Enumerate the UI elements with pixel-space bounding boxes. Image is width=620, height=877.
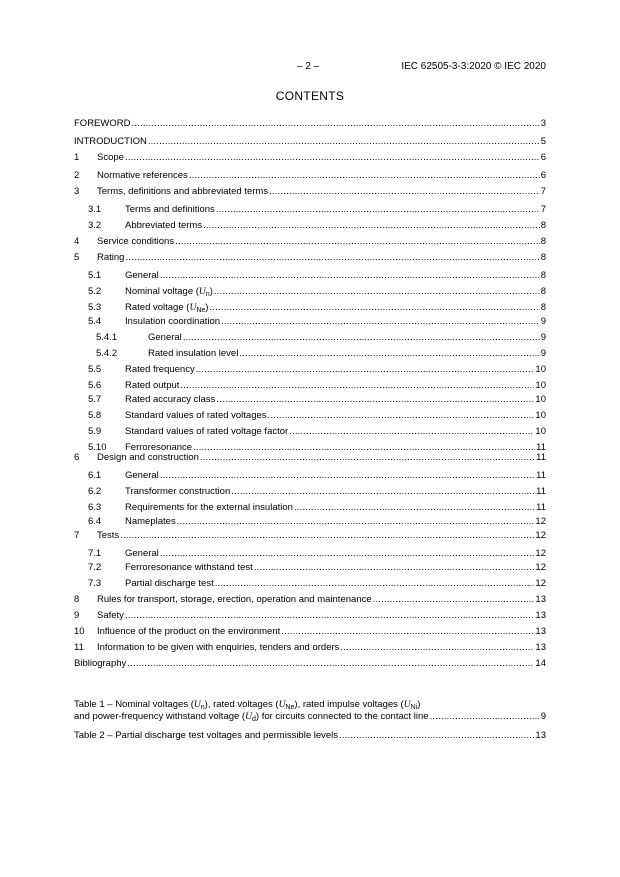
toc-entry[interactable] xyxy=(74,300,546,314)
toc-entry[interactable] xyxy=(74,234,546,248)
toc-entry-page: 11 xyxy=(536,470,546,481)
leader-dots xyxy=(209,302,539,314)
toc-entry-number: 4 xyxy=(74,236,80,247)
leader-dots xyxy=(340,642,534,654)
leader-dots xyxy=(183,332,540,344)
toc-entry[interactable] xyxy=(74,184,546,198)
toc-entry-number: 6.4 xyxy=(88,516,102,527)
toc-entry-page: 9 xyxy=(540,316,546,327)
toc-entry-page: 10 xyxy=(535,364,546,375)
toc-entry-page: 11 xyxy=(536,486,546,497)
leader-dots xyxy=(216,204,540,216)
leader-dots xyxy=(269,186,540,198)
leader-dots xyxy=(120,530,534,542)
toc-entry[interactable] xyxy=(74,450,546,464)
toc-entry[interactable] xyxy=(74,362,546,376)
toc-entry-number: 6.3 xyxy=(88,502,102,513)
toc-entry[interactable] xyxy=(74,656,546,670)
leader-dots xyxy=(160,548,535,560)
toc-entry-page: 8 xyxy=(540,236,546,247)
toc-entry[interactable] xyxy=(74,608,546,622)
toc-entry-page: 11 xyxy=(536,502,546,513)
toc-entry-page: 7 xyxy=(540,204,546,215)
toc-entry-page: 12 xyxy=(535,530,546,541)
toc-entry-number: 10 xyxy=(74,626,85,637)
leader-dots xyxy=(125,252,539,264)
toc-entry-title: Requirements for the external insulation xyxy=(125,502,293,513)
toc-entry-number: 6.1 xyxy=(88,470,102,481)
toc-entry-title: Nameplates xyxy=(125,516,176,527)
toc-entry-title: Nominal voltage $(U_n)$ xyxy=(125,286,213,298)
toc-entry[interactable] xyxy=(74,378,546,392)
toc-entry-title: Normative references xyxy=(97,170,188,181)
toc-entry-page: 12 xyxy=(535,562,546,573)
toc-entry-page: 7 xyxy=(540,186,546,197)
toc-entry-page: 13 xyxy=(535,610,546,621)
toc-entry-title: Rated output xyxy=(125,380,180,391)
toc-entry-title: Insulation coordination xyxy=(125,316,221,327)
toc-entry-page: 5 xyxy=(540,136,546,147)
page-number: – 2 – xyxy=(297,61,320,72)
toc-entry-page: 12 xyxy=(535,578,546,589)
toc-entry-number: 5.6 xyxy=(88,380,102,391)
toc-entry-number: 5 xyxy=(74,252,80,263)
toc-entry[interactable] xyxy=(74,528,546,542)
toc-entry-page: 9 xyxy=(540,332,546,343)
toc-entry-title: Ferroresonance xyxy=(125,442,193,453)
toc-entry-number: 5.1 xyxy=(88,270,102,281)
toc-entry[interactable] xyxy=(74,134,546,148)
toc-entry-page: 8 xyxy=(540,270,546,281)
leader-dots xyxy=(215,578,535,590)
toc-entry[interactable] xyxy=(74,408,546,422)
toc-entry-page: 10 xyxy=(535,426,546,437)
leader-dots xyxy=(175,236,540,248)
toc-entry-page: 6 xyxy=(540,170,546,181)
toc-entry-title: Rated insulation level xyxy=(148,348,239,359)
toc-entry[interactable] xyxy=(74,624,546,638)
toc-entry[interactable] xyxy=(74,468,546,482)
toc-entry[interactable] xyxy=(74,424,546,438)
toc-entry-page: 14 xyxy=(535,658,546,669)
toc-entry[interactable] xyxy=(74,640,546,654)
toc-entry-number: 5.7 xyxy=(88,394,102,405)
toc-entry-title: Standard values of rated voltage factor xyxy=(125,426,289,437)
toc-entry-page: 10 xyxy=(535,394,546,405)
toc-entry-title: Rated voltage $(U_{Ne})$ xyxy=(125,302,209,314)
toc-entry-title: Terms, definitions and abbreviated terms xyxy=(97,186,269,197)
toc-entry[interactable] xyxy=(74,250,546,264)
toc-entry-title: Safety xyxy=(97,610,124,621)
table-2-entry[interactable]: Table 2 – Partial discharge test voltages and permissible levels ..... 13 xyxy=(74,728,546,742)
toc-entry-title: Bibliography xyxy=(74,658,127,669)
toc-entry-title: Information to be given with enquiries, tenders and orders xyxy=(97,642,340,653)
leader-dots xyxy=(127,658,534,670)
toc-entry[interactable] xyxy=(74,314,546,328)
toc-entry[interactable] xyxy=(74,484,546,498)
toc-entry[interactable] xyxy=(74,514,546,528)
toc-entry-number: 5.4 xyxy=(88,316,102,327)
toc-entry-number: 7 xyxy=(74,530,80,541)
toc-entry-title: Rated accuracy class xyxy=(125,394,216,405)
toc-entry-page: 8 xyxy=(540,302,546,313)
toc-entry-number: 5.4.1 xyxy=(96,332,118,343)
toc-entry-number: 7.1 xyxy=(88,548,102,559)
leader-dots xyxy=(203,220,540,232)
toc-entry-page: 10 xyxy=(535,380,546,391)
toc-entry-number: 5.4.2 xyxy=(96,348,118,359)
toc-entry[interactable] xyxy=(74,202,546,216)
toc-entry[interactable] xyxy=(74,592,546,606)
table-1-entry-line-2[interactable]: and power-frequency withstand voltage $(U_d)$ for circuits connected to the contact line ..... 9 xyxy=(74,709,546,723)
toc-entry-title: Standard values of rated voltages xyxy=(125,410,267,421)
leader-dots xyxy=(125,152,540,164)
leader-dots xyxy=(373,594,535,606)
leader-dots xyxy=(160,470,535,482)
leader-dots xyxy=(196,364,535,376)
toc-entry-number: 3.2 xyxy=(88,220,102,231)
toc-entry[interactable] xyxy=(74,560,546,574)
leader-dots xyxy=(294,502,535,514)
leader-dots xyxy=(339,730,534,742)
toc-entry-title: General xyxy=(148,332,182,343)
toc-entry[interactable] xyxy=(74,392,546,406)
table-1-entry-line-1[interactable]: Table 1 – Nominal voltages $(U_n)$, rated voltages $(U_{Ne})$, rated impulse voltages $(U_{Ni})$ xyxy=(74,699,421,711)
toc-entry-number: 3.1 xyxy=(88,204,102,215)
toc-entry-page: 9 xyxy=(540,348,546,359)
toc-entry-title: Transformer construction xyxy=(125,486,231,497)
leader-dots xyxy=(214,286,540,298)
toc-entry-title: FOREWORD xyxy=(74,118,131,129)
toc-entry-page: 13 xyxy=(535,642,546,653)
leader-dots xyxy=(430,711,540,723)
leader-dots xyxy=(180,380,534,392)
toc-entry-page: 3 xyxy=(540,118,546,129)
toc-entry-title: Ferroresonance withstand test xyxy=(125,562,253,573)
toc-entry-number: 7.3 xyxy=(88,578,102,589)
toc-entry-title: Partial discharge test xyxy=(125,578,214,589)
toc-entry-page: 13 xyxy=(535,594,546,605)
toc-entry-number: 1 xyxy=(74,152,80,163)
leader-dots xyxy=(281,626,534,638)
toc-entry-number: 8 xyxy=(74,594,80,605)
toc-entry-page: 8 xyxy=(540,252,546,263)
leader-dots xyxy=(131,118,539,130)
toc-entry-page: 12 xyxy=(535,516,546,527)
toc-entry-title: Rated frequency xyxy=(125,364,195,375)
toc-entry-page: 11 xyxy=(536,442,546,453)
toc-entry-title: Rules for transport, storage, erection, operation and maintenance xyxy=(97,594,372,605)
toc-entry-title: General xyxy=(125,548,159,559)
toc-entry-title: Influence of the product on the environment xyxy=(97,626,281,637)
toc-entry-number: 3 xyxy=(74,186,80,197)
leader-dots xyxy=(239,348,539,360)
toc-entry-title: Terms and definitions xyxy=(125,204,215,215)
toc-entry[interactable] xyxy=(74,546,546,560)
leader-dots xyxy=(160,270,540,282)
table-2-page: 13 xyxy=(535,730,546,741)
toc-entry-number: 7.2 xyxy=(88,562,102,573)
toc-entry-page: 13 xyxy=(535,626,546,637)
toc-entry-title: Scope xyxy=(97,152,124,163)
leader-dots xyxy=(177,516,535,528)
toc-entry-page: 12 xyxy=(535,548,546,559)
toc-entry[interactable] xyxy=(74,284,546,298)
toc-entry-number: 5.5 xyxy=(88,364,102,375)
toc-entry[interactable] xyxy=(74,116,546,130)
toc-entry-title: Rating xyxy=(97,252,125,263)
toc-entry[interactable] xyxy=(74,268,546,282)
toc-entry-number: 5.3 xyxy=(88,302,102,313)
toc-entry-title: Abbreviated terms xyxy=(125,220,203,231)
toc-entry-page: 11 xyxy=(536,452,546,463)
table-1-page: 9 xyxy=(540,711,546,722)
toc-entry[interactable] xyxy=(74,576,546,590)
leader-dots xyxy=(125,610,534,622)
page-title: CONTENTS xyxy=(275,89,345,103)
leader-dots xyxy=(189,170,540,182)
toc-entry[interactable] xyxy=(74,218,546,232)
toc-entry-page: 10 xyxy=(535,410,546,421)
toc-entry-number: 2 xyxy=(74,170,80,181)
toc-entry-number: 5.8 xyxy=(88,410,102,421)
toc-entry-number: 5.9 xyxy=(88,426,102,437)
toc-entry-title: Service conditions xyxy=(97,236,175,247)
leader-dots xyxy=(231,486,535,498)
toc-entry-page: 8 xyxy=(540,286,546,297)
toc-entry-title: General xyxy=(125,470,159,481)
toc-entry-number: 11 xyxy=(74,642,84,653)
leader-dots xyxy=(254,562,535,574)
toc-entry-number: 9 xyxy=(74,610,80,621)
toc-entry-page: 6 xyxy=(540,152,546,163)
toc-entry-title: INTRODUCTION xyxy=(74,136,147,147)
leader-dots xyxy=(216,394,534,406)
leader-dots xyxy=(268,410,535,422)
toc-entry-number: 5.2 xyxy=(88,286,102,297)
toc-entry-title: General xyxy=(125,270,159,281)
toc-entry[interactable] xyxy=(74,500,546,514)
leader-dots xyxy=(200,452,535,464)
leader-dots xyxy=(148,136,540,148)
toc-entry[interactable] xyxy=(74,330,546,344)
leader-dots xyxy=(221,316,540,328)
toc-entry-page: 8 xyxy=(540,220,546,231)
toc-entry[interactable] xyxy=(74,150,546,164)
toc-entry-number: 5.10 xyxy=(88,442,107,453)
leader-dots xyxy=(289,426,534,438)
toc-entry-title: Design and construction xyxy=(97,452,199,463)
toc-entry[interactable] xyxy=(74,346,546,360)
toc-entry-number: 6.2 xyxy=(88,486,102,497)
document-reference: IEC 62505-3-3:2020 © IEC 2020 xyxy=(401,61,546,72)
toc-entry[interactable] xyxy=(74,168,546,182)
toc-entry-number: 6 xyxy=(74,452,80,463)
toc-entry-title: Tests xyxy=(97,530,120,541)
